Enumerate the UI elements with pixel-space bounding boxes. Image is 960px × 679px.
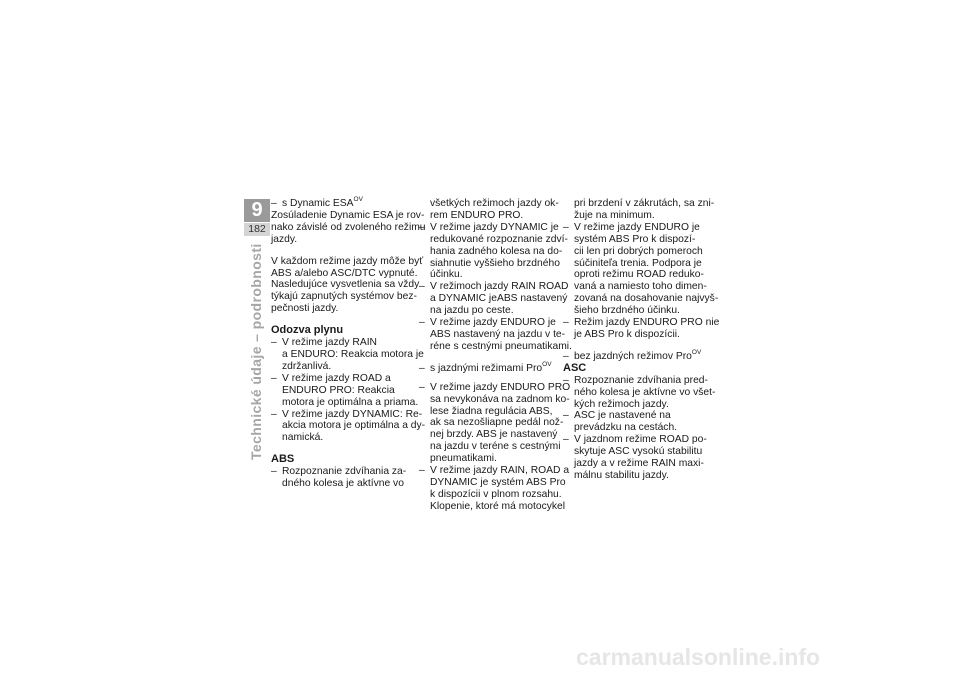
option-superscript: OV [353, 196, 363, 203]
text-line: ak sa nezošliapne pedál nož- [430, 417, 564, 429]
text-line: málnu stabilitu jazdy. [574, 469, 669, 481]
text-line: dného kolesa je aktívne vo [282, 478, 404, 490]
bullet-item [419, 360, 559, 375]
text-line: s Dynamic ESA [282, 198, 354, 209]
section-heading: Odozva plynu [271, 324, 344, 337]
bullet-item: – V režime jazdy ENDURO je [563, 222, 703, 234]
text-line: systém ABS Pro k dispozí- [574, 233, 696, 245]
bullet-item [563, 348, 703, 363]
text-line: s jazdnými režimami Pro [430, 362, 543, 374]
text-line: kých režimoch jazdy. [574, 398, 669, 410]
bullet-item: – V režime jazdy ENDURO je [419, 317, 559, 329]
bullet-item: – V režime jazdy RAIN [271, 337, 411, 349]
text-line: a DYNAMIC jeABS nastavený [430, 293, 568, 305]
text-line: akcia motora je optimálna a dy- [282, 420, 426, 432]
option-superscript: OV [542, 360, 552, 368]
text-line: motora je optimálna a priama. [282, 396, 419, 408]
bullet-item: – V režime jazdy ENDURO PRO [419, 382, 559, 394]
text-line: hania zadného kolesa na do- [430, 245, 563, 257]
section-heading: ASC [563, 361, 587, 374]
text-line: namická. [282, 432, 324, 444]
text-line: na jazdu po ceste. [430, 305, 514, 317]
bullet-item: – V režime jazdy DYNAMIC je [419, 222, 559, 234]
text-line: pečnosti jazdy. [271, 303, 339, 315]
bullet-item: – Režim jazdy ENDURO PRO nie [563, 317, 703, 329]
text-line: je ABS Pro k dispozícii. [574, 328, 680, 340]
text-line: týkajú zapnutých systémov bez- [271, 291, 417, 303]
bullet-item: – V režime jazdy DYNAMIC: Re- [271, 409, 411, 421]
bullet-item: – ASC je nastavené na [563, 410, 703, 422]
text-line: nako závislé od zvoleného režimu [271, 221, 426, 233]
watermark: carmanualsonline.info [576, 644, 821, 670]
text-line: ENDURO PRO: Reakcia [282, 384, 395, 396]
text-line: DYNAMIC je systém ABS Pro [430, 476, 566, 488]
text-line: sa nevykonáva na zadnom ko- [430, 393, 570, 405]
text-line: pneumatikami. [430, 453, 497, 465]
text-line: rem ENDURO PRO. [430, 209, 524, 221]
text-line: Nasledujúce vysvetlenia sa vždy [271, 279, 420, 291]
text-column-1 [271, 196, 426, 490]
text-line: a ENDURO: Reakcia motora je [282, 348, 424, 360]
text-line: ného kolesa je aktívne vo všet- [574, 386, 716, 398]
page-number: 182 [244, 223, 270, 236]
bullet-item [271, 198, 411, 210]
section-title-vertical: Technické údaje – podrobnosti [248, 243, 264, 460]
text-line: oproti režimu ROAD reduko- [574, 269, 704, 281]
text-column-2 [419, 198, 572, 513]
bullet-item: – Rozpoznanie zdvíhania za- [271, 466, 411, 478]
text-line: Klopenie, ktoré má motocykel [430, 500, 566, 512]
text-line: vaná a namiesto toho dimen- [574, 281, 707, 293]
text-column-3 [563, 198, 720, 482]
text-line: Zosúladenie Dynamic ESA je rov- [271, 209, 425, 221]
text-line: jazdy. [271, 233, 298, 245]
text-line: všetkých režimoch jazdy ok- [430, 198, 559, 209]
text-line: na jazdu v teréne s cestnými [430, 441, 561, 453]
text-line: šieho brzdného účinku. [574, 305, 680, 317]
text-line: siahnutie vyššieho brzdného [430, 257, 560, 269]
text-line: ABS nastavený na jazdu v te- [430, 328, 566, 340]
text-line: nej brzdy. ABS je nastavený [430, 429, 558, 441]
text-line: redukované rozpoznanie zdví- [430, 233, 568, 245]
option-superscript: OV [691, 348, 702, 356]
bullet-item: – Rozpoznanie zdvíhania pred- [563, 375, 703, 387]
chapter-number: 9 [244, 199, 270, 222]
text-line: skytuje ASC vysokú stabilitu [574, 446, 703, 458]
text-line: ABS a/alebo ASC/DTC vypnuté. [271, 267, 418, 279]
bullet-item: – V režime jazdy ROAD a [271, 373, 411, 385]
section-heading: ABS [271, 453, 295, 466]
text-line: prevádzku na cestách. [574, 422, 678, 434]
bullet-item: – V jazdnom režime ROAD po- [563, 434, 703, 446]
text-line: účinku. [430, 269, 463, 281]
bullet-item: – V režimoch jazdy RAIN ROAD [419, 281, 559, 293]
text-line: V každom režime jazdy môže byť [271, 255, 424, 267]
text-line: zdržanlivá. [282, 360, 332, 372]
text-line: jazdy a v režime RAIN maxi- [574, 458, 704, 470]
bullet-item: – V režime jazdy RAIN, ROAD a [419, 465, 559, 477]
text-line: réne s cestnými pneumatikami. [430, 340, 572, 352]
text-line: žuje na minimum. [574, 209, 655, 221]
text-line: pri brzdení v zákrutách, sa zni- [574, 198, 715, 209]
text-line: zovaná na dosahovanie najvyš- [574, 293, 719, 305]
text-line: cii len pri dobrých pomeroch [574, 245, 703, 257]
text-line: súčiniteľa trenia. Podpora je [574, 257, 702, 269]
text-line: k dispozícii v plnom rozsahu. [430, 488, 562, 500]
text-line: bez jazdných režimov Pro [574, 350, 692, 362]
text-line: lese žiadna regulácia ABS, [430, 405, 553, 417]
